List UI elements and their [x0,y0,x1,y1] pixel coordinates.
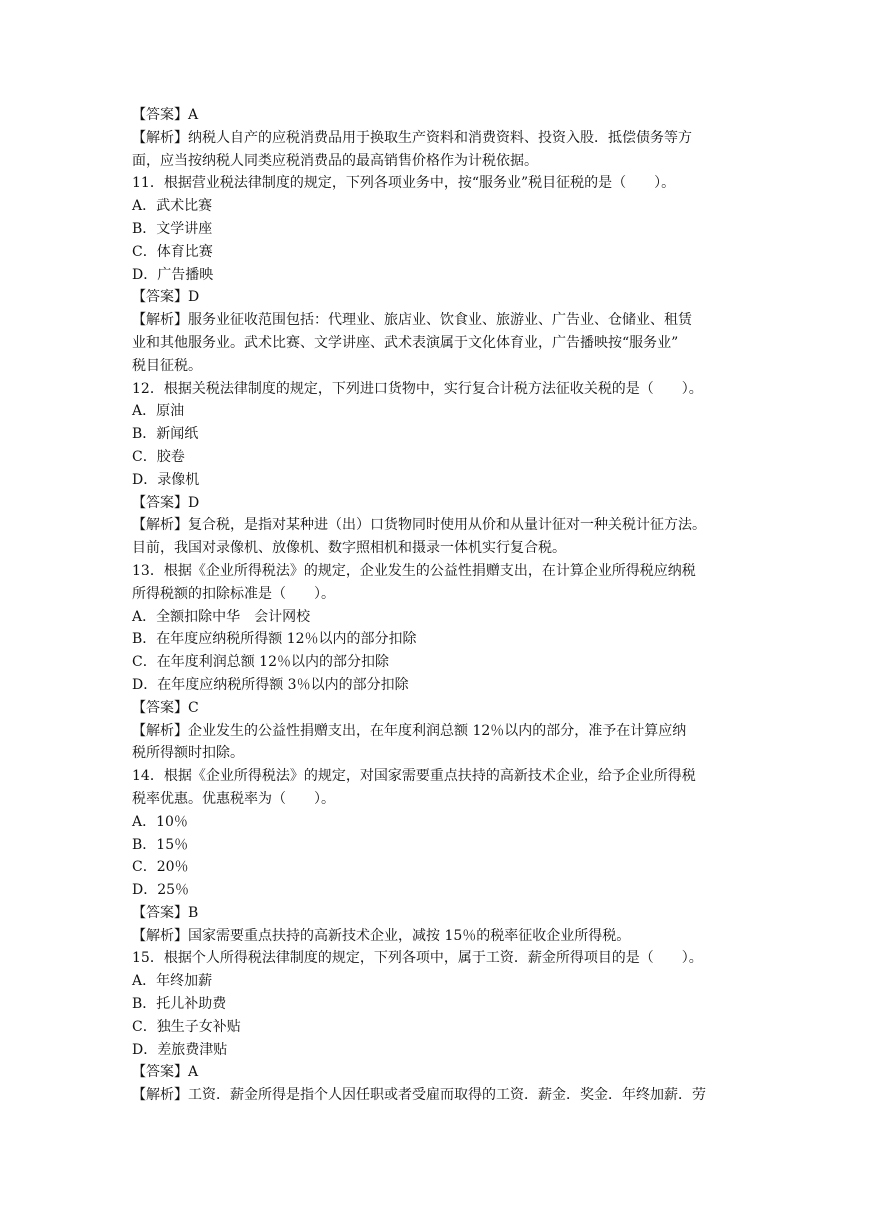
text-line: A．10％ [132,813,188,830]
text-line: A．年终加薪 [132,973,213,990]
text-line: 所得税额的扣除标准是（ ）。 [132,585,335,602]
text-line: 【答案】B [132,904,199,921]
text-line: 【答案】A [132,107,199,123]
text-line: C．在年度利润总额 12％以内的部分扣除 [132,654,389,671]
text-line: 14．根据《企业所得税法》的规定，对国家需要重点扶持的高新技术企业，给予企业所得税 [132,768,696,785]
text-line: C．体育比赛 [132,243,213,260]
text-line: 【答案】C [132,699,199,716]
text-line: C．独生子女补贴 [132,1018,241,1035]
text-line: A．全额扣除中华 会计网校 [132,608,311,625]
text-line: 目前，我国对录像机、放像机、数字照相机和摄录一体机实行复合税。 [132,540,566,557]
text-line: D．录像机 [132,471,200,488]
text-line: 【答案】D [132,494,200,511]
text-line: 15．根据个人所得税法律制度的规定，下列各项中，属于工资．薪金所得项目的是（ ）。 [132,950,703,967]
text-line: B．文学讲座 [132,220,213,237]
text-line: 税目征税。 [132,357,202,374]
text-line: 【解析】服务业征收范围包括：代理业、旅店业、饮食业、旅游业、广告业、仓储业、租赁 [132,312,692,329]
text-line: 【答案】A [132,1064,199,1081]
text-line: C．胶卷 [132,448,185,465]
text-line: 【解析】企业发生的公益性捐赠支出，在年度利润总额 12％以内的部分，准予在计算应纳 [132,722,687,739]
text-line: 13．根据《企业所得税法》的规定，企业发生的公益性捐赠支出，在计算企业所得税应纳税 [132,562,696,579]
text-line: 【解析】国家需要重点扶持的高新技术企业，减按 15％的税率征收企业所得税。 [132,927,631,944]
text-line: 【解析】复合税，是指对某种进（出）口货物同时使用从价和从量计征对一种关税计征方法。 [132,517,706,534]
text-line: C．20％ [132,859,189,876]
text-line: 面，应当按纳税人同类应税消费品的最高销售价格作为计税依据。 [132,152,538,169]
text-line: A．武术比赛 [132,198,213,215]
text-line: D．在年度应纳税所得额 3％以内的部分扣除 [132,676,409,693]
text-line: 税所得额时扣除。 [132,745,244,762]
text-line: 业和其他服务业。武术比赛、文学讲座、武术表演属于文化体育业，广告播映按“服务业” [132,334,679,351]
text-line: 12．根据关税法律制度的规定，下列进口货物中，实行复合计税方法征收关税的是（ ）。 [132,380,703,397]
text-line: 税率优惠。优惠税率为（ ）。 [132,790,335,807]
text-line: B．托儿补助费 [132,996,227,1013]
text-line: 【答案】D [132,289,200,306]
text-line: D．差旅费津贴 [132,1041,228,1058]
text-line: A．原油 [132,403,185,420]
text-line: 【解析】工资．薪金所得是指个人因任职或者受雇而取得的工资．薪金．奖金．年终加薪．劳 [132,1087,706,1104]
text-line: B．15％ [132,836,189,853]
document-page [132,104,742,1107]
text-line: 【解析】纳税人自产的应税消费品用于换取生产资料和消费资料、投资入股．抵偿债务等方 [132,129,692,146]
text-line: D．广告播映 [132,266,214,283]
text-line: D．25％ [132,882,190,899]
text-line: B．新闻纸 [132,426,199,443]
text-line: 11．根据营业税法律制度的规定，下列各项业务中，按“服务业”税目征税的是（ ）。 [132,175,676,192]
text-line: B．在年度应纳税所得额 12％以内的部分扣除 [132,631,417,648]
